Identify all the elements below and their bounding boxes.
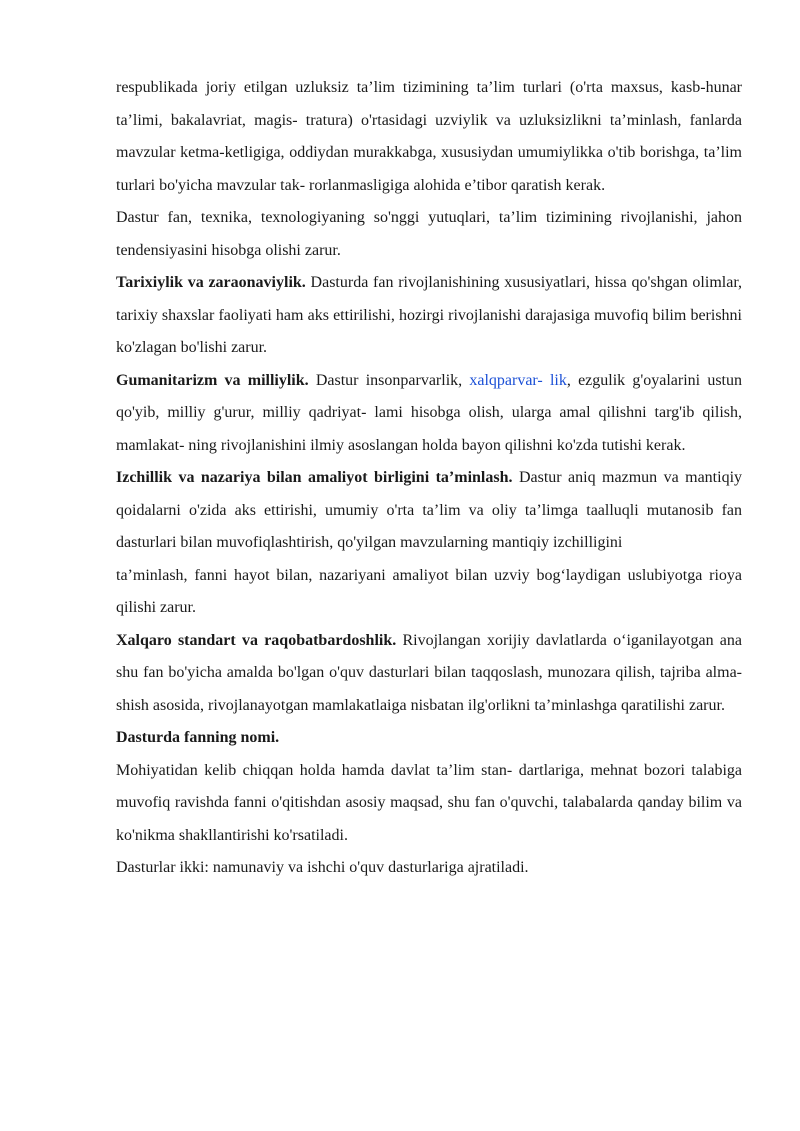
paragraph-izchillik <box>116 462 742 560</box>
paragraph-text: Dastur fan, texnika, texnologiyaning so'nggi yutuqlari, ta’lim tizimining rivojlanishi, jahon tendensiyasini hisobga olishi zarur. <box>116 209 742 259</box>
paragraph-text: Dastur aniq mazmun va mantiqiy qoidalarni o'zida aks ettirishi, umumiy o'rta ta’lim va oliy ta’limga taalluqli mutanosib fan dasturlari bilan muvofiqlashtirish, qo'yilgan mavzularning mantiqiy izchilligini <box>116 469 743 551</box>
paragraph-text: Mohiyatidan kelib chiqqan holda hamda davlat ta’lim stan- dartlariga, mehnat bozori talabiga muvofiq ravishda fanni o'qitishdan asosiy maqsad, shu fan o'quvchi, talabalarda qanday bilim va ko'nikma shakllantirishi ko'rsatiladi. <box>116 761 742 844</box>
document-page <box>116 72 742 885</box>
section-heading-fanning-nomi <box>116 722 742 755</box>
paragraph-text: Dasturlar ikki: namunaviy va ishchi o'quv dasturlariga ajratiladi. <box>116 859 529 876</box>
paragraph-heading: Dasturda fanning nomi. <box>116 729 280 746</box>
paragraph-text: , ezgulik g'oyalarini ustun qo'yib, milliy g'urur, milliy qadriyat- lami hisobga olish, ularga amal qilishni targ'ib qilish, mamlakat- ning rivojlanishini ilmiy asoslangan holda bayon qilishni ko'zda tutishi kerak. <box>116 371 743 454</box>
paragraph-xalqaro-standart <box>116 625 742 723</box>
paragraph-text: Dasturda fan rivojlanishining xususiyatlari, hissa qo'shgan olimlar, tarixiy shaxslar faoliyati ham aks ettirilishi, hozirgi rivojlanishi darajasiga muvofiq bilim berishni ko'zlagan bo'lishi zarur. <box>116 274 742 356</box>
paragraph-text: ta’minlash, fanni hayot bilan, nazariyani amaliyot bilan uzviy bog‘laydigan uslubiyotga rioya qilishi zarur. <box>116 566 742 616</box>
xalqparvarlik-link[interactable]: xalqparvar- lik <box>469 371 567 389</box>
paragraph-dasturlar-ikki <box>116 852 742 885</box>
paragraph-tarixiylik <box>116 267 742 365</box>
paragraph-text: Rivojlangan xorijiy davlatlarda o‘iganilayotgan ana shu fan bo'yicha amalda bo'lgan o'quv dasturlari bilan taqqoslash, munozara qilish, tajriba alma- shish asosida, rivojlanayotgan mamlakatlaiga nisbatan ilg'orlikni ta’minlashga qaratilishi zarur. <box>116 631 743 714</box>
paragraph-text: Dastur insonparvarlik, <box>308 371 470 389</box>
paragraph-mohiyatidan <box>116 755 742 853</box>
paragraph-gumanitarizm <box>116 365 742 463</box>
paragraph-heading: Xalqaro standart va raqobatbardoshlik. <box>116 631 397 649</box>
paragraph-heading: Tarixiylik va zaraonaviylik. <box>116 274 306 291</box>
paragraph-taminlash-fanni-hayot <box>116 560 742 625</box>
paragraph-dastur-fan-texnika <box>116 202 742 267</box>
paragraph-text: respublikada joriy etilgan uzluksiz ta’lim tizimining ta’lim turlari (o'rta maxsus, kasb-hunar ta’limi, bakalavriat, magis- tratura) o'rtasidagi uzviylik va uzluksizlikni ta’minlash, fanlarda mavzular ketma-ketligiga, oddiydan murakkabga, xususiydan umumiylikka o'tib borishga, ta’lim turlari bo'yicha mavzular tak- rorlanmasligiga alohida e’tibor qaratish kerak. <box>116 79 742 194</box>
paragraph-uzluksiz-talim <box>116 72 742 202</box>
paragraph-heading: Izchillik va nazariya bilan amaliyot birligini ta’minlash. <box>116 469 513 486</box>
paragraph-heading: Gumanitarizm va milliylik. <box>116 371 309 389</box>
